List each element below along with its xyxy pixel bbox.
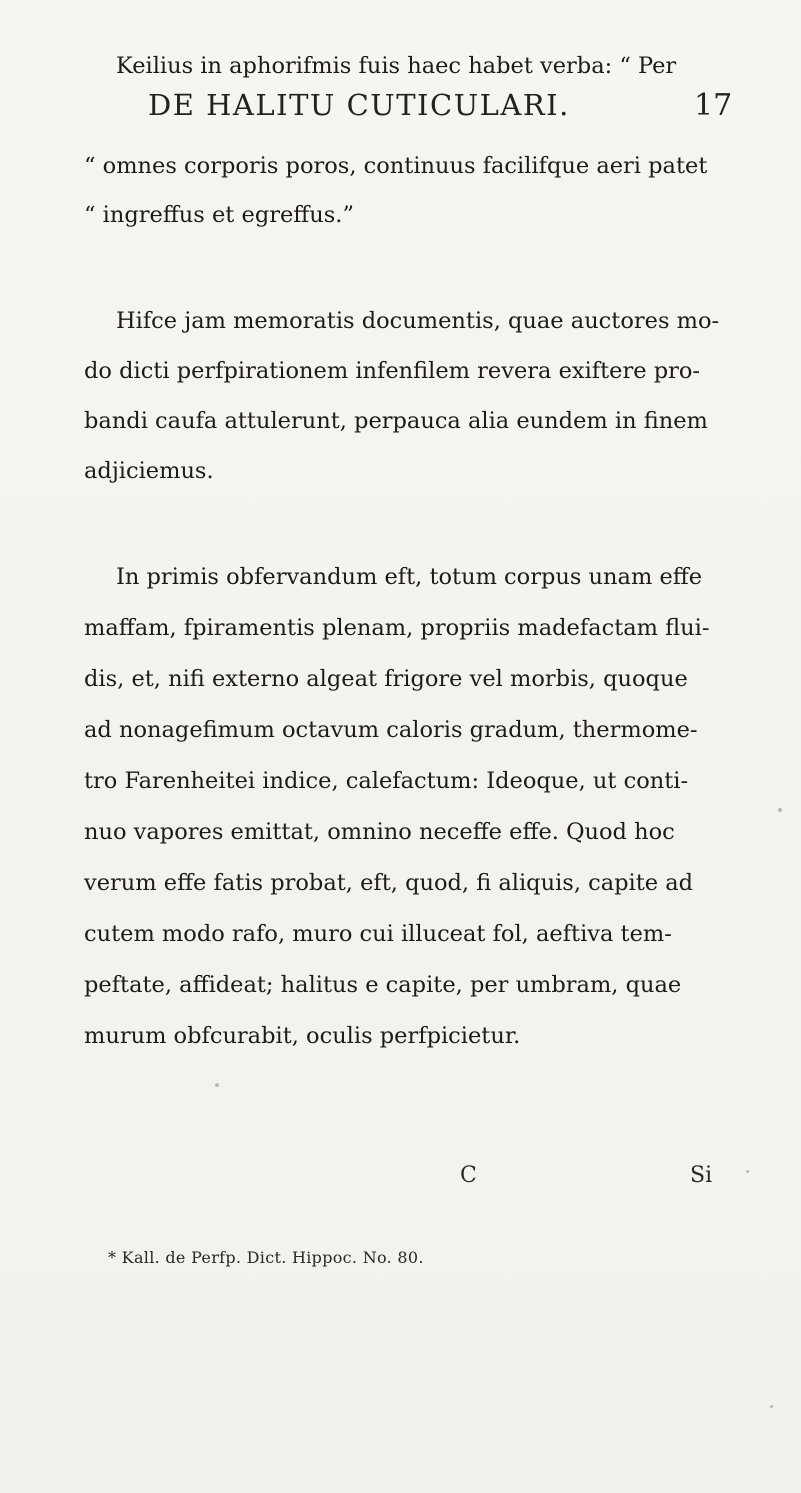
text-line: maffam, fpiramentis plenam, propriis madefactam flui- <box>84 615 710 641</box>
text-line: murum obfcurabit, oculis perfpicietur. <box>84 1023 521 1049</box>
text-line: bandi caufa attulerunt, perpauca alia eundem in finem <box>84 408 708 434</box>
text-line: verum effe fatis probat, eft, quod, fi aliquis, capite ad <box>84 870 694 896</box>
text-line: In primis obfervandum eft, totum corpus unam effe <box>116 564 703 590</box>
signature-mark: C <box>460 1163 477 1188</box>
text-line: nuo vapores emittat, omnino neceffe effe. Quod hoc <box>84 819 675 845</box>
text-line: cutem modo rafo, muro cui illuceat fol, aeftiva tem- <box>84 921 672 947</box>
text-line: Keilius in aphorifmis fuis haec habet verba: “ Per <box>116 53 677 79</box>
text-line: “ ingreffus et egreffus.” <box>84 202 354 228</box>
text-line: dis, et, nifi externo algeat frigore vel morbis, quoque <box>84 666 688 692</box>
running-title: DE HALITU CUTICULARI. <box>148 88 570 122</box>
ink-speck <box>746 1170 749 1173</box>
page-number: 17 <box>694 88 733 123</box>
text-line: “ omnes corporis poros, continuus facilifque aeri patet <box>84 153 708 179</box>
footnote: * Kall. de Perfp. Dict. Hippoc. No. 80. <box>108 1248 424 1267</box>
text-line: adjiciemus. <box>84 458 214 484</box>
text-line: Hifce jam memoratis documentis, quae auctores mo- <box>116 308 720 334</box>
ink-speck <box>215 1083 219 1087</box>
text-line: tro Farenheitei indice, calefactum: Ideoque, ut conti- <box>84 768 689 794</box>
text-line: do dicti perfpirationem infenfilem revera exiftere pro- <box>84 358 701 384</box>
ink-speck <box>770 1405 773 1408</box>
ink-speck <box>778 808 782 812</box>
text-line: ad nonagefimum octavum caloris gradum, thermome- <box>84 717 698 743</box>
text-line: peftate, affideat; halitus e capite, per umbram, quae <box>84 972 682 998</box>
catchword: Si <box>690 1163 713 1188</box>
